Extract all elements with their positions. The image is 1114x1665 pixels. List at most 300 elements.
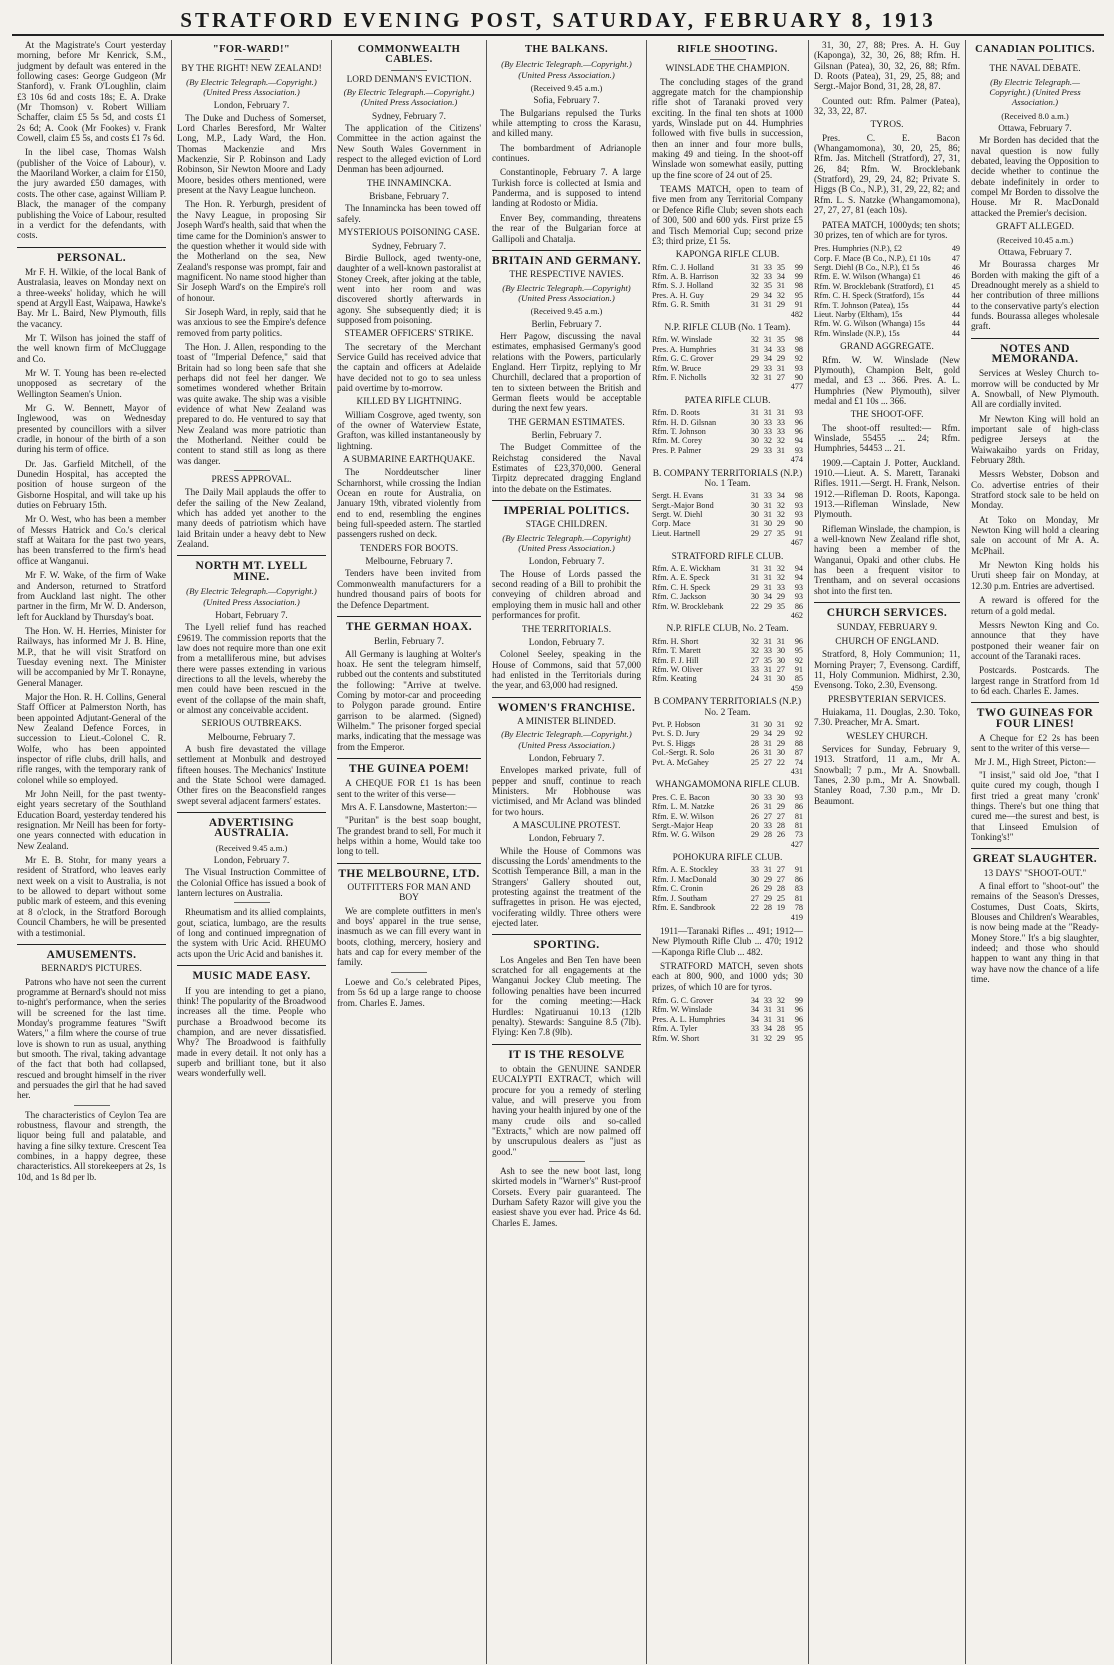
score-cell: 31 xyxy=(776,719,785,729)
club-name: KAPONGA RIFLE CLUB. xyxy=(675,250,780,261)
rifle-heading: RIFLE SHOOTING. xyxy=(677,44,778,55)
outbreaks-dateline: Melbourne, February 7. xyxy=(207,731,296,742)
score-cell: 31 xyxy=(763,582,772,592)
shooter-name: Rfm. C. Cronin xyxy=(652,884,703,894)
earthquake-text: The Norddeutscher liner Scharnhorst, while crossing the Indian Ocean en route for Australia, on January 19th, vibrated violently from end to end, resembling the engines being full-speeded astern. The startled passengers rushed on deck. xyxy=(337,467,481,540)
score-cell: 31 xyxy=(763,802,772,812)
score-cell: 26 xyxy=(750,748,759,758)
score-cell: 32 xyxy=(776,564,785,573)
personal-item: Mr G. W. Bennett, Mayor of Inglewood, was on Wednesday presented by councillors with a silver cradle, in honour of the birth of a son during his term of office. xyxy=(17,403,166,455)
navies-text: Herr Pagow, discussing the naval estimates, emphasised Germany's good relations with the Powers, particularly England. Herr Tirpitz, replying to Mr Churchill, declared that a proportion of ten to sixteen between the British and German fleets would be acceptable during the next few years. xyxy=(492,330,641,414)
club-total-row xyxy=(652,455,803,464)
music-advert: If you are intending to get a piano, think! The popularity of the Broadwood increases all the time. People who purchase a Broadwood become its champion, and are never dissatisfied. Why? The Broadwood is faithfully made in every detail. It not only has a superb and brilliant tone, but it also wears wonderfully well. xyxy=(177,985,326,1079)
poem-intro: A CHEQUE FOR £1 1s has been sent to the writer of this verse— xyxy=(337,778,481,799)
advertising-received: (Received 9.45 a.m.) xyxy=(215,842,288,853)
score-cell: 22 xyxy=(750,601,759,611)
personal-item: Mr John Neill, for the past twenty-eight years secretary of the Southland Education Board, yesterday tendered his resignation. Mr Neill has been for forty-one years connected with education in New Zealand. xyxy=(17,789,166,851)
score-cell: 35 xyxy=(776,262,785,272)
score-cell: 86 xyxy=(794,601,803,611)
club-score-table xyxy=(652,564,803,620)
score-cell: 29 xyxy=(750,582,759,592)
score-cell: 27 xyxy=(776,372,785,382)
score-cell: 31 xyxy=(750,573,759,583)
score-row xyxy=(652,758,803,767)
score-cell: 27 xyxy=(776,865,785,875)
club-name: STRATFORD RIFLE CLUB. xyxy=(671,551,784,562)
score-cell: 29 xyxy=(750,528,759,538)
score-row xyxy=(652,720,803,729)
music-heading: MUSIC MADE EASY. xyxy=(177,965,326,981)
navies-byline: (By Electric Telegraph.—Copyright) (United Press Association.) xyxy=(502,282,631,303)
score-row xyxy=(814,263,960,272)
innamincka-heading: THE INNAMINCKA. xyxy=(366,178,452,189)
score-cell: 94 xyxy=(794,564,803,573)
score-cell: 93 xyxy=(794,500,803,510)
personal-item: Mr F. W. Wake, of the firm of Wake and Anderson, returned to Stratford from Auckland last night. The other partner in the firm, Mr W. D. Anderson, left for Auckland by Thursday's boat. xyxy=(17,570,166,622)
lyell-byline: (By Electric Telegraph.—Copyright.) (United Press Association.) xyxy=(186,586,317,607)
notes-item: Messrs Newton King and Co. announce that they have postponed their weaner fair on account of the Taranaki races. xyxy=(971,619,1099,661)
outbreaks-heading: SERIOUS OUTBREAKS. xyxy=(201,719,302,730)
score-cell: 29 xyxy=(750,290,759,300)
score-row xyxy=(814,254,960,263)
score-cell: 30 xyxy=(776,792,785,802)
shooter-name: Corp. F. Mace (B Co., N.P.), £1 10s xyxy=(814,253,931,263)
shooter-name: Lieut. Narby (Eltham), 15s xyxy=(814,310,903,320)
tenders-heading: TENDERS FOR BOOTS. xyxy=(359,543,459,554)
score-cell: 73 xyxy=(794,830,803,840)
score-cell: 31 xyxy=(763,573,772,583)
score-cell: 29 xyxy=(776,1033,785,1043)
score-cell: 31 xyxy=(763,1005,772,1015)
column-3 xyxy=(332,40,487,1664)
score-row xyxy=(652,263,803,272)
notes-heading: NOTES AND MEMORANDA. xyxy=(971,338,1099,365)
score-cell: 98 xyxy=(794,281,803,291)
score-cell: 32 xyxy=(750,281,759,291)
territorials-heading: THE TERRITORIALS. xyxy=(521,624,612,635)
score-cell: 31 xyxy=(750,491,759,501)
shooter-name: Pres. A. Humphries xyxy=(652,344,717,354)
presbyterian-heading: PRESBYTERIAN SERVICES. xyxy=(827,694,946,705)
wesley-heading: WESLEY CHURCH. xyxy=(846,731,928,742)
navies-dateline: Berlin, February 7. xyxy=(531,318,602,329)
hoax-text: All Germany is laughing at Wolter's hoax. He sent the telegram himself, rubbed out the contents and substituted the following: "Arrive at twelve. Coming by motor-car and proceeding to Polygon parade ground. Entire garrison to be alarmed. (Signed) Wilhelm." The prisoner forged special marks, indicating that the message was from the Emperor. xyxy=(337,648,481,752)
club-score-table xyxy=(652,793,803,849)
score-cell: 29 xyxy=(776,729,785,739)
club-name: N.P. RIFLE CLUB (No. 1 Team). xyxy=(664,322,791,333)
debate-heading: THE NAVAL DEBATE. xyxy=(989,64,1081,75)
score-cell: 33 xyxy=(763,417,772,427)
rifle-continued: 31, 30, 27, 88; Pres. A. H. Guy (Kaponga), 32, 30, 26, 88; Rfm. H. Gilsnan (Patea), 30, 32, 26, 88; Rfm. D. Roots (Patea), 31, 29, 25, 88; and Sergt.-Major Bond, 31, 28, 28, 87. xyxy=(814,40,960,92)
shooter-name: Rfm. J. MacDonald xyxy=(652,874,717,884)
shooter-name: Col.-Sergt. R. Solo xyxy=(652,748,715,758)
club-total: 419 xyxy=(790,912,803,922)
shooter-name: Pres. P. Palmer xyxy=(652,445,702,455)
score-row xyxy=(652,1024,803,1033)
stratford-match-intro: STRATFORD MATCH, seven shots each at 800, 900, and 1000 yds; 30 prizes, of which 10 are for tyros. xyxy=(652,960,803,992)
score-cell: 93 xyxy=(794,445,803,455)
score-cell: 91 xyxy=(794,528,803,538)
divider xyxy=(1017,59,1053,60)
shooter-name: Rfm. W. Bruce xyxy=(652,363,702,373)
tenders-dateline: Melbourne, February 7. xyxy=(365,556,453,567)
blinded-text: Envelopes marked private, full of pepper and snuff, continue to reach Ministers. Mr Hobhouse was victimised, and Mr Acland was blinded for two hours. xyxy=(492,765,641,817)
score-cell: 31 xyxy=(763,335,772,345)
notes-item: Mr Newton King will hold an important sale of high-class pedigree Jerseys at the Waiwakaiho yards on Friday, February 28th. xyxy=(971,413,1099,466)
shooter-name: Pres. A. L. Humphries xyxy=(652,1014,726,1024)
score-cell: 44 xyxy=(951,310,960,320)
divider xyxy=(234,59,270,60)
score-cell: 27 xyxy=(776,811,785,821)
notes-item: Mr Newton King holds his Uruti sheep fair on Monday, at 12.30 p.m. Entries are advertised. xyxy=(971,560,1099,591)
shooter-name: Rfm. G. C. Grover xyxy=(652,995,714,1005)
score-row xyxy=(652,665,803,674)
score-row xyxy=(652,519,803,528)
score-cell: 33 xyxy=(776,417,785,427)
score-cell: 91 xyxy=(794,865,803,875)
score-cell: 28 xyxy=(763,830,772,840)
balkans-paragraph: Enver Bey, commanding, threatens the rear of the Bulgarian force at Gallipoli and Chatalja. xyxy=(492,212,641,244)
shooter-name: Rfm. E. Sandbrook xyxy=(652,903,716,913)
score-row xyxy=(652,408,803,417)
score-row xyxy=(652,830,803,839)
club-total-row xyxy=(652,538,803,547)
score-row xyxy=(652,345,803,354)
score-cell: 99 xyxy=(794,995,803,1005)
club-total: 482 xyxy=(790,309,803,319)
balkans-dateline: Sofia, February 7. xyxy=(533,95,600,106)
shooter-name: Corp. Mace xyxy=(652,519,691,529)
tenders-text: Tenders have been invited from Commonwealth manufacturers for a hundred thousand pairs of boots for the Defence Department. xyxy=(337,568,481,610)
shooter-name: Rfm. E. W. Wilson (Whanga) £1 xyxy=(814,272,921,282)
score-row xyxy=(652,373,803,382)
score-cell: 35 xyxy=(776,601,785,611)
tea-advert: The characteristics of Ceylon Tea are robustness, flavour and strength, the liquor being full and palatable, and having a fine silky texture. Crescent Tea combines, in a happy degree, these characteristics. All storekeepers at 2s, 1s 10d, and 1s 8d per lb. xyxy=(17,1109,166,1182)
shooter-name: Rfm. Keating xyxy=(652,674,697,684)
poem-verse: "Puritan" is the best soap bought, The grandest brand to sell, For much it helps within a home, Would take too long to tell. xyxy=(337,815,481,857)
shooter-name: Rfm. C. H. Speck xyxy=(652,582,711,592)
club-total: 462 xyxy=(790,611,803,621)
score-cell: 30 xyxy=(776,674,785,684)
score-row xyxy=(652,602,803,611)
franchise-heading: WOMEN'S FRANCHISE. xyxy=(492,697,641,713)
poisoning-heading: MYSTERIOUS POISONING CASE. xyxy=(338,228,480,239)
score-cell: 31 xyxy=(750,519,759,529)
score-cell: 33 xyxy=(763,363,772,373)
score-cell: 32 xyxy=(776,436,785,446)
shooter-name: Rfm. A. E. Speck xyxy=(652,573,710,583)
score-cell: 44 xyxy=(951,291,960,301)
score-cell: 86 xyxy=(794,802,803,812)
score-cell: 96 xyxy=(794,1005,803,1015)
estimates-heading: THE GERMAN ESTIMATES. xyxy=(508,417,625,428)
melbourne-subheading: OUTFITTERS FOR MAN AND BOY xyxy=(347,883,471,904)
score-cell: 93 xyxy=(794,510,803,520)
tyros-text: Pres. C. E. Bacon (Whangamomona), 30, 20, 25, 86; Rfm. Jas. Mitchell (Stratford), 27, 31, 26, 84; Rfm. W. Brocklebank (Stratford), 29, 29, 24, 82; Private S. Higgs (B Co., N.P.), 31, 29, 22, 82; and Rfm. L. S. Natzke (Whangamomona), 27, 27, 27, 81 (each 10s). xyxy=(814,132,960,216)
score-cell: 32 xyxy=(750,271,759,281)
club-name: WHANGAMOMONA RIFLE CLUB. xyxy=(655,780,800,791)
score-cell: 99 xyxy=(794,262,803,272)
score-row xyxy=(652,291,803,300)
shooter-name: Rfm. F. J. Hill xyxy=(652,655,699,665)
divider xyxy=(74,1105,110,1106)
score-cell: 33 xyxy=(776,426,785,436)
score-cell: 31 xyxy=(776,445,785,455)
score-row xyxy=(814,329,960,338)
notes-item: Postcards. Postcards. The largest range in Stratford from 1d to 6d each. Charles E. James. xyxy=(971,665,1099,696)
lightning-text: William Cosgrove, aged twenty, son of the owner of Waterview Estate, Grafton, was killed instantaneously by lightning. xyxy=(337,409,481,451)
score-cell: 35 xyxy=(776,528,785,538)
church-heading: CHURCH SERVICES. xyxy=(814,602,960,618)
club-score-table xyxy=(652,408,803,464)
score-row xyxy=(652,427,803,436)
score-row xyxy=(814,272,960,281)
score-cell: 83 xyxy=(794,884,803,894)
shooter-name: Rfm. W. Oliver xyxy=(652,665,703,674)
estimates-text: The Budget Committee of the Reichstag considered the Naval Estimates of £23,370,000. General Tirpitz deprecated dragging England into the debate on the Estimates. xyxy=(492,442,641,494)
libel-report: In the libel case, Thomas Walsh (publisher of the Voice of Labour), v. the Maoriland Worker, a claim for £150, the jury awarded £50 damages, with costs. The other case, against William P. Black, the manager of the company publishing the Voice of Labour, resulted in a verdict for the defendants, with costs. xyxy=(17,147,166,241)
patea-match-table xyxy=(814,244,960,338)
score-cell: 25 xyxy=(750,757,759,767)
score-cell: 22 xyxy=(776,757,785,767)
score-cell: 34 xyxy=(763,1024,772,1034)
score-cell: 29 xyxy=(750,445,759,455)
score-cell: 26 xyxy=(750,884,759,894)
club-total: 477 xyxy=(790,382,803,392)
club-score-table xyxy=(652,637,803,693)
melbourne-heading: THE MELBOURNE, LTD. xyxy=(337,863,481,879)
slaughter-subheading: 13 DAYS' "SHOOT-OUT." xyxy=(983,868,1087,879)
score-row xyxy=(814,244,960,253)
club-total-row xyxy=(652,310,803,319)
forward-paragraph: The Hon. R. Yerburgh, president of the Navy League, in proposing Sir Joseph Ward's health, said that when the time came for the Dominion's answer to the question whether it would side with the Motherland on the sea, New Zealand's response was prompt, fair and magnificent. No name stood higher than Sir Joseph Ward's on the Empire's roll of honour. xyxy=(177,199,326,303)
score-cell: 35 xyxy=(763,281,772,291)
score-cell: 95 xyxy=(794,290,803,300)
score-cell: 30 xyxy=(750,436,759,446)
britain-heading: BRITAIN AND GERMANY. xyxy=(492,250,641,266)
score-row xyxy=(652,884,803,893)
club-total: 427 xyxy=(790,839,803,849)
shooter-name: Rfm. C. J. Holland xyxy=(652,262,714,272)
score-row xyxy=(652,748,803,757)
score-cell: 34 xyxy=(750,1014,759,1024)
shooter-name: Rfm. F. Nicholls xyxy=(652,372,707,382)
score-cell: 92 xyxy=(794,719,803,729)
score-row xyxy=(652,821,803,830)
score-cell: 34 xyxy=(750,1005,759,1015)
grand-aggregate-heading: GRAND AGGREGATE. xyxy=(840,342,934,353)
score-cell: 33 xyxy=(763,995,772,1005)
stage-dateline: London, February 7. xyxy=(528,556,605,567)
score-cell: 33 xyxy=(763,820,772,830)
divider xyxy=(234,902,270,903)
score-cell: 31 xyxy=(750,564,759,573)
cup-winners: 1911—Taranaki Rifles ... 491; 1912—New Plymouth Rifle Club ... 470; 1912—Kaponga Rifle Club ... 482. xyxy=(652,925,803,957)
score-cell: 35 xyxy=(776,335,785,345)
melbourne-text: We are complete outfitters in men's and boys' apparel in the true sense, inasmuch as we can fill every want in boots, clothing, mercery, hosiery and hats and cap for every member of the family. xyxy=(337,905,481,968)
score-cell: 31 xyxy=(763,865,772,875)
score-cell: 32 xyxy=(750,335,759,345)
press-text: The Daily Mail applauds the offer to defer the sailing of the New Zealand, which has added yet another to the many deeds of patriotism which have laid Britain under a heavy debt to New Zealand. xyxy=(177,487,326,550)
score-row xyxy=(652,491,803,500)
notes-item: A reward is offered for the return of a gold medal. xyxy=(971,595,1099,616)
score-cell: 30 xyxy=(776,655,785,665)
score-row xyxy=(652,354,803,363)
score-cell: 28 xyxy=(763,903,772,913)
score-cell: 81 xyxy=(794,893,803,903)
score-cell: 28 xyxy=(776,820,785,830)
score-cell: 34 xyxy=(763,354,772,364)
club-total-row xyxy=(652,913,803,922)
score-cell: 93 xyxy=(794,592,803,602)
blinded-dateline: London, February 7. xyxy=(528,752,605,763)
club-name: N.P. RIFLE CLUB, No. 2 Team. xyxy=(666,624,789,635)
score-cell: 29 xyxy=(763,893,772,903)
club-total: 459 xyxy=(790,683,803,693)
score-cell: 26 xyxy=(750,811,759,821)
earthquake-heading: A SUBMARINE EARTHQUAKE. xyxy=(343,455,475,466)
score-cell: 27 xyxy=(763,757,772,767)
shooter-name: Rfm. L. M. Natzke xyxy=(652,802,715,812)
score-cell: 31 xyxy=(763,738,772,748)
score-cell: 27 xyxy=(776,665,785,674)
score-row xyxy=(652,802,803,811)
score-cell: 44 xyxy=(951,319,960,329)
rifle-intro: The concluding stages of the grand aggregate match for the championship rifle shot of Taranaki proved very exciting. In the final ten shots at 1000 yards, Winslade put on 44. Humphries followed with five bulls in succession, then an inner and four more bulls, making 49 and tieing. In the shoot-off Winslade won somewhat easily, putting up the fine score of 24 out of 25. xyxy=(652,76,803,180)
score-cell: 44 xyxy=(951,300,960,310)
score-cell: 25 xyxy=(776,893,785,903)
masthead: STRATFORD EVENING POST, SATURDAY, FEBRUARY 8, 1913 xyxy=(12,6,1104,36)
score-row xyxy=(814,310,960,319)
guineas-author: Mr J. M., High Street, Picton:— xyxy=(974,757,1096,768)
score-cell: 28 xyxy=(750,738,759,748)
score-row xyxy=(652,1034,803,1043)
club-score-table xyxy=(652,335,803,391)
slaughter-heading: GREAT SLAUGHTER. xyxy=(971,848,1099,864)
graft-received: (Received 10.45 a.m.) xyxy=(996,234,1074,245)
score-cell: 28 xyxy=(776,884,785,894)
score-cell: 29 xyxy=(763,601,772,611)
score-cell: 31 xyxy=(750,344,759,354)
score-cell: 90 xyxy=(794,519,803,529)
score-cell: 29 xyxy=(750,830,759,840)
score-cell: 27 xyxy=(763,811,772,821)
score-cell: 95 xyxy=(794,1024,803,1034)
shooter-name: Pres. C. E. Bacon xyxy=(652,792,710,802)
score-cell: 33 xyxy=(776,344,785,354)
score-row xyxy=(652,875,803,884)
score-row xyxy=(814,319,960,328)
graft-dateline: Ottawa, February 7. xyxy=(998,246,1072,257)
score-row xyxy=(652,281,803,290)
shooter-name: Rfm. W. Winslade xyxy=(652,335,713,345)
ash-advert: Ash to see the new boot last, long skirted models in "Warner's" Rust-proof Corsets. Every pair guaranteed. The Durham Safety Razor will give you the easiest shave you ever had. Price 4s 6d. Charles E. James. xyxy=(492,1165,641,1228)
score-cell: 33 xyxy=(776,582,785,592)
club-name: B. COMPANY TERRITORIALS (N.P.) No. 1 Team. xyxy=(652,468,803,489)
personal-heading: PERSONAL. xyxy=(17,247,166,263)
score-cell: 31 xyxy=(763,500,772,510)
hoax-heading: THE GERMAN HOAX. xyxy=(337,616,481,632)
cables-heading: COMMONWEALTH CABLES. xyxy=(357,44,461,66)
balkans-paragraph: The Bulgarians repulsed the Turks while attempting to cross the Karasu, and killed many. xyxy=(492,107,641,139)
club-total: 467 xyxy=(790,538,803,548)
score-cell: 92 xyxy=(794,729,803,739)
denman-byline: (By Electric Telegraph.—Copyright.) (United Press Association.) xyxy=(343,87,475,108)
balkans-paragraph: Constantinople, February 7. A large Turkish force is collected at Ismia and Panderma, and is supposed to intend landing at Rodosto or Midia. xyxy=(492,167,641,209)
shooter-name: Pres. A. H. Guy xyxy=(652,290,704,300)
score-row xyxy=(652,656,803,665)
blinded-heading: A MINISTER BLINDED. xyxy=(517,716,616,727)
guineas-heading: TWO GUINEAS FOR FOUR LINES! xyxy=(971,702,1099,729)
outbreaks-text: A bush fire devastated the village settlement at Monbulk and destroyed fifteen houses. The Mechanics' Institute and the State School were damaged. Other fires on the Beaconsfield ranges swept several adjacent farmers' estates. xyxy=(177,743,326,806)
score-cell: 94 xyxy=(794,573,803,583)
club-score-table xyxy=(652,720,803,776)
score-cell: 93 xyxy=(794,363,803,373)
score-row xyxy=(652,364,803,373)
graft-heading: GRAFT ALLEGED. xyxy=(996,222,1074,233)
score-row xyxy=(652,812,803,821)
score-row xyxy=(652,646,803,655)
champion-text: Rifleman Winslade, the champion, is a well-known New Zealand rifle shot, having been a member of the Wanganui, Opaki and other clubs. He has been a frequent visitor to Trentham, and on several occasions shot into the first ten. xyxy=(814,523,960,596)
club-score-table xyxy=(652,263,803,319)
score-cell: 91 xyxy=(794,300,803,310)
forward-heading: "FOR-WARD!" xyxy=(212,44,291,55)
score-row xyxy=(652,583,803,592)
club-total-row xyxy=(652,611,803,620)
stage-heading: STAGE CHILDREN. xyxy=(525,520,608,531)
score-row xyxy=(652,729,803,738)
shooter-name: Rfm. W. Winslade xyxy=(652,1005,713,1015)
club-name: POHOKURA RIFLE CLUB. xyxy=(672,853,783,864)
score-cell: 33 xyxy=(750,665,759,674)
score-cell: 29 xyxy=(776,300,785,310)
score-cell: 96 xyxy=(794,636,803,646)
score-cell: 30 xyxy=(750,426,759,436)
protest-heading: A MASCULINE PROTEST. xyxy=(512,821,621,831)
denman-text: The application of the Citizens' Committee in the action against the New South Wales Government in respect to the alleged eviction of Lord Denman has been adjourned. xyxy=(337,123,481,175)
score-cell: 29 xyxy=(763,884,772,894)
shooter-name: Sergt.-Major Bond xyxy=(652,500,714,510)
stage-byline: (By Electric Telegraph.—Copyright) (United Press Association.) xyxy=(502,532,631,554)
guineas-verse: "I insist," said old Joe, "that I quite cured my cough, though I first tried a great many 'cronk' things. There's but one thing that cured me—the surest and best, is that Linseed Emulsion of Tonking's!" xyxy=(971,769,1099,843)
score-cell: 31 xyxy=(750,262,759,272)
score-cell: 88 xyxy=(794,738,803,748)
shootoff-heading: THE SHOOT-OFF. xyxy=(850,410,924,421)
score-cell: 33 xyxy=(750,865,759,875)
personal-item: Mr E. B. Stohr, for many years a resident of Stratford, who leaves early next week on a visit to Australia, is not to be allowed to depart without some public mark of esteem, and this evening at 8 o'clock, in the Stratford Borough Council Chambers, he will be presented with a testimonial. xyxy=(17,855,166,938)
score-cell: 22 xyxy=(750,903,759,913)
shooter-name: Pvt. S. Higgs xyxy=(652,738,696,748)
lyell-heading: NORTH MT. LYELL MINE. xyxy=(177,555,326,582)
shooter-name: Pvt. P. Hobson xyxy=(652,719,701,729)
score-cell: 47 xyxy=(951,253,960,263)
balkans-paragraph: The bombardment of Adrianople continues. xyxy=(492,142,641,164)
patea-match-intro: PATEA MATCH, 1000yds; ten shots; 30 prizes, ten of which are for tyros. xyxy=(814,219,960,240)
innamincka-dateline: Brisbane, February 7. xyxy=(369,191,449,202)
shooter-name: Pres. Humphries (N.P.), £2 xyxy=(814,244,903,254)
grand-aggregate-text: Rfm. W. W. Winslade (New Plymouth), Champion Belt, gold medal, and £3 ... 366. Pres. A. L. Humphries (New Plymouth), silver medal and £1 10s ... 366. xyxy=(814,354,960,406)
divider xyxy=(391,70,427,71)
club-total-row xyxy=(652,767,803,776)
lightning-heading: KILLED BY LIGHTNING. xyxy=(356,397,462,408)
guineas-intro: A Cheque for £2 2s has been sent to the writer of this verse— xyxy=(971,732,1099,754)
score-cell: 93 xyxy=(794,408,803,418)
score-row xyxy=(652,573,803,582)
shooter-name: Rfm. G. C. Grover xyxy=(652,354,714,364)
score-cell: 34 xyxy=(776,491,785,501)
shooter-name: Rfm. E. W. Wilson xyxy=(652,811,714,821)
score-cell: 98 xyxy=(794,335,803,345)
